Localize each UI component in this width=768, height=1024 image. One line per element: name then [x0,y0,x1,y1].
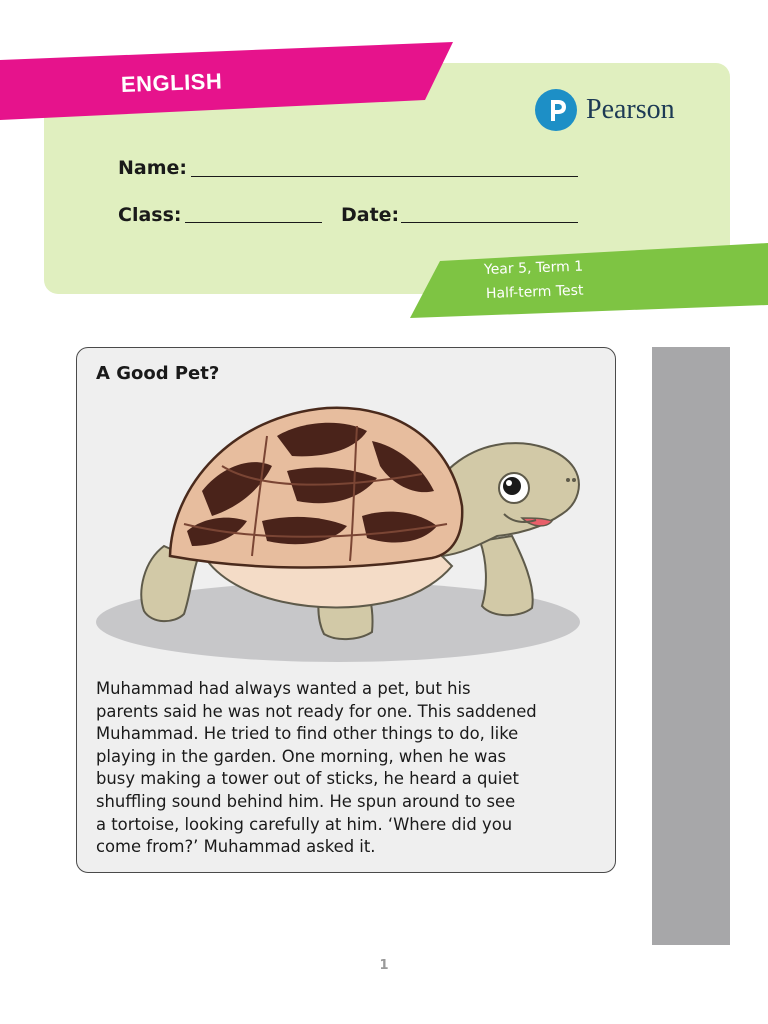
class-label: Class: [118,204,182,226]
story-line: Muhammad had always wanted a pet, but his [96,679,471,698]
story-line: busy making a tower out of sticks, he heard a quiet [96,769,519,789]
story-line: shuffling sound behind him. He spun around to see [96,791,516,811]
subject-label: ENGLISH [120,68,223,97]
brand-name: Pearson [586,94,675,125]
page-number: 1 [379,958,389,973]
class-field[interactable] [185,222,322,223]
term-label: Year 5, Term 1 [483,258,584,278]
story-line: come from?’ Muhammad asked it. [96,837,376,857]
story-line: a tortoise, looking carefully at him. ‘Where did you [96,814,513,834]
story-title: A Good Pet? [96,363,220,384]
name-field[interactable] [191,176,578,177]
name-label: Name: [118,157,188,179]
story-passage [96,678,606,859]
test-label: Half-term Test [485,282,584,302]
date-label: Date: [341,204,400,226]
story-line: Muhammad. He tried to find other things to do, like [96,724,519,744]
pearson-logo [534,88,675,132]
side-bar [652,347,730,945]
story-line: playing in the garden. One morning, when he was [96,746,507,766]
date-field[interactable] [401,222,578,223]
pearson-mark-icon [534,88,578,132]
tortoise-illustration [92,396,592,666]
story-line: parents said he was not ready for one. This saddened [96,701,537,721]
